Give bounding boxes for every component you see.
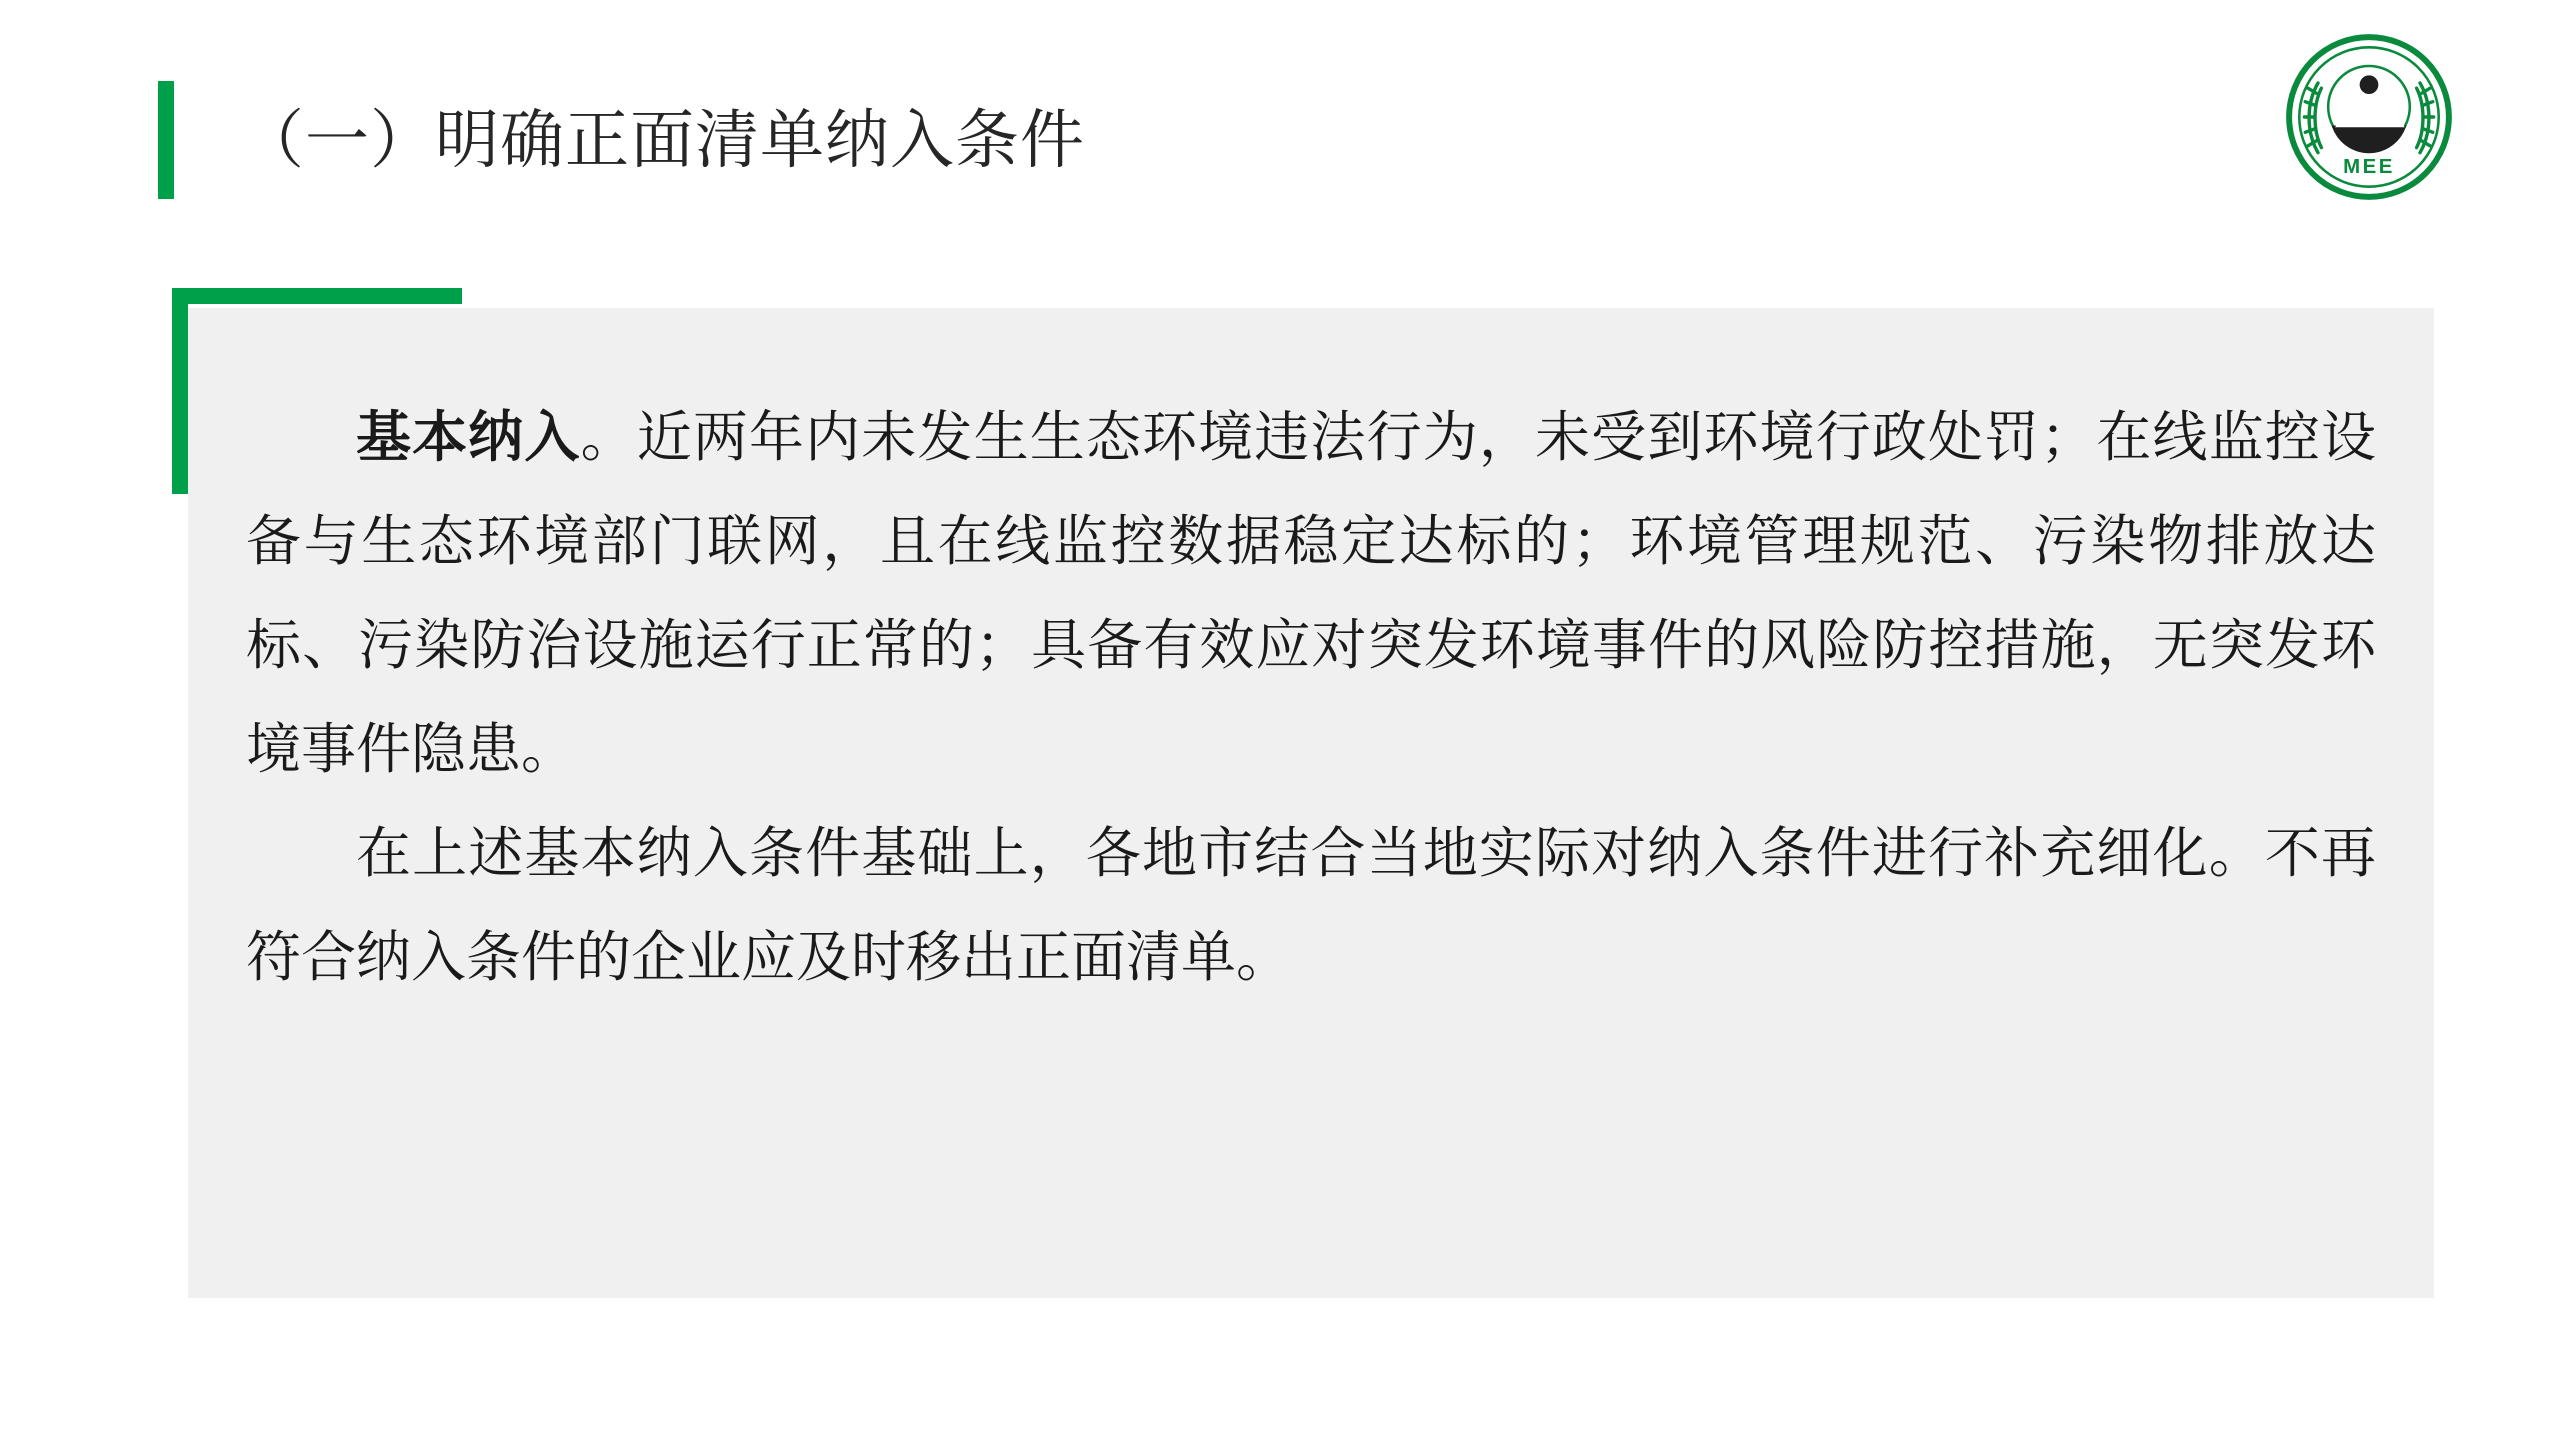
paragraph-2-text: 在上述基本纳入条件基础上，各地市结合当地实际对纳入条件进行补充细化。不再符合纳入条件的企业应及时移出正面清单。 (246, 823, 2376, 988)
content-card (188, 308, 2434, 1298)
svg-text:MEE: MEE (2343, 156, 2395, 179)
mee-emblem-icon (2284, 32, 2454, 202)
page-title: （一）明确正面清单纳入条件 (240, 103, 1085, 176)
paragraph-1 (246, 386, 2376, 802)
slide-title-row (158, 80, 1085, 200)
title-accent-bar (158, 81, 174, 199)
card-accent-top (172, 288, 462, 304)
paragraph-2 (246, 802, 2376, 1010)
paragraph-1-lead: 基本纳入 (356, 407, 581, 468)
card-accent-left (172, 288, 188, 494)
paragraph-1-text: 。近两年内未发生生态环境违法行为，未受到环境行政处罚；在线监控设备与生态环境部门联网，且在线监控数据稳定达标的；环境管理规范、污染物排放达标、污染防治设施运行正常的；具备有效应对突发环境事件的风险防控措施，无突发环境事件隐患。 (246, 407, 2376, 780)
body-text (246, 386, 2376, 1010)
